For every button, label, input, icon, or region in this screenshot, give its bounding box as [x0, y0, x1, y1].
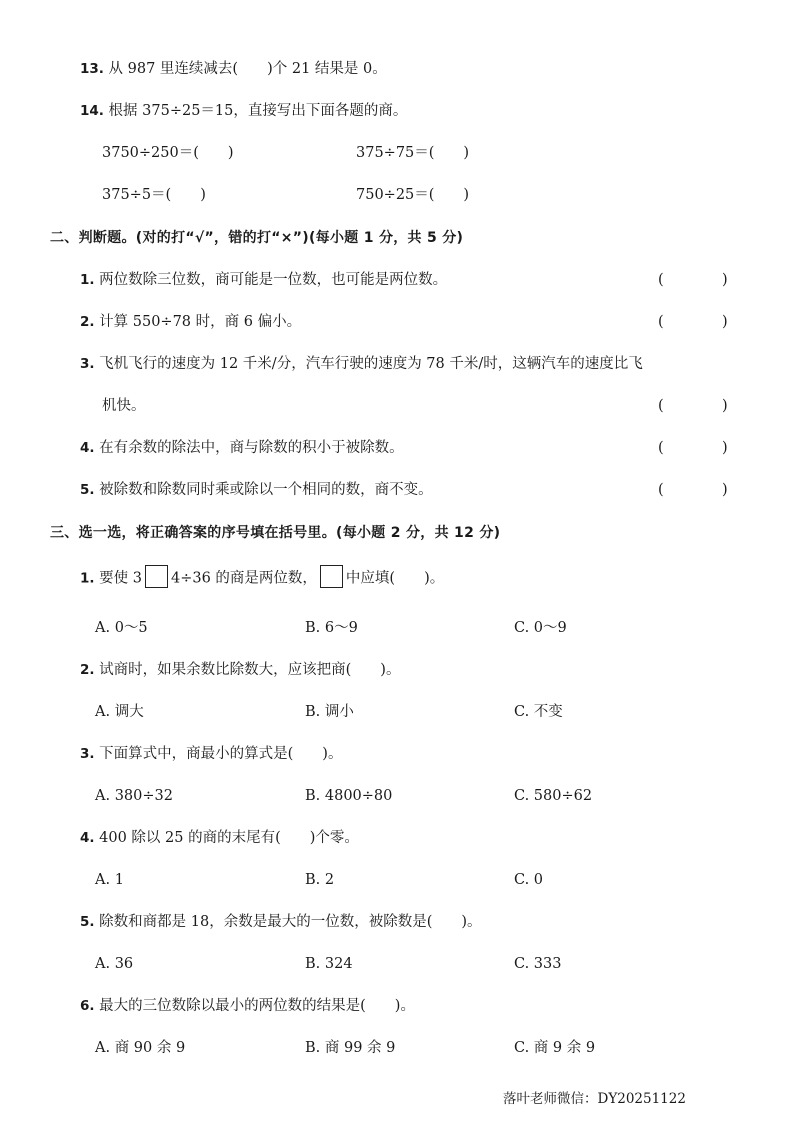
- choice-question: [80, 828, 359, 848]
- question-number: 6.: [80, 998, 95, 1014]
- option-a[interactable]: A. 调大: [95, 704, 144, 720]
- question-text: 400 除以 25 的商的末尾有( )个零。: [99, 830, 359, 846]
- question-number: 1.: [80, 272, 95, 288]
- question-number: 4.: [80, 830, 95, 846]
- paren-close: ): [722, 482, 728, 498]
- question-number: 1.: [80, 570, 95, 587]
- option-b[interactable]: B. 4800÷80: [305, 788, 393, 804]
- footer-contact: 落叶老师微信：DY20251122: [503, 1091, 686, 1107]
- question-number: 4.: [80, 440, 95, 456]
- question-text-continued: 机快。: [102, 398, 146, 414]
- option-c[interactable]: C. 333: [514, 956, 562, 972]
- section-title-judgment: 二、判断题。(对的打“√”，错的打“×”)(每小题 1 分，共 5 分): [50, 230, 464, 246]
- option-c[interactable]: C. 0～9: [514, 620, 567, 636]
- question-text: 计算 550÷78 时，商 6 偏小。: [99, 314, 302, 330]
- question-number: 3.: [80, 356, 95, 372]
- blank-box[interactable]: [320, 565, 343, 588]
- option-a[interactable]: A. 商 90 余 9: [95, 1040, 186, 1056]
- paren-open: (: [658, 398, 664, 414]
- paren-open: (: [658, 440, 664, 456]
- judgment-question: [80, 312, 301, 332]
- paren-open: (: [658, 314, 664, 330]
- question-13: [80, 59, 387, 79]
- option-b[interactable]: B. 商 99 余 9: [305, 1040, 396, 1056]
- question-number: 2.: [80, 662, 95, 678]
- judgment-question: [80, 480, 433, 500]
- question-number: 3.: [80, 746, 95, 762]
- question-text: 从 987 里连续减去( )个 21 结果是 0。: [108, 61, 387, 77]
- paren-close: ): [722, 272, 728, 288]
- calc-item: 375÷5＝( ): [102, 187, 206, 203]
- question-text: 在有余数的除法中，商与除数的积小于被除数。: [99, 440, 404, 456]
- option-b[interactable]: B. 2: [305, 872, 335, 888]
- choice-question: [80, 744, 342, 764]
- choice-question: [80, 996, 415, 1016]
- option-a[interactable]: A. 1: [95, 872, 124, 888]
- option-a[interactable]: A. 380÷32: [95, 788, 173, 804]
- paren-close: ): [722, 398, 728, 414]
- paren-open: (: [658, 482, 664, 498]
- option-a[interactable]: A. 0～5: [95, 620, 148, 636]
- paren-close: ): [722, 314, 728, 330]
- question-text: 试商时，如果余数比除数大，应该把商( )。: [99, 662, 401, 678]
- paren-open: (: [658, 272, 664, 288]
- question-number: 5.: [80, 482, 95, 498]
- question-text: 4÷36 的商是两位数，: [170, 570, 317, 587]
- question-text: 下面算式中，商最小的算式是( )。: [99, 746, 343, 762]
- question-text: 中应填( )。: [345, 570, 445, 587]
- question-text: 两位数除三位数，商可能是一位数，也可能是两位数。: [99, 272, 448, 288]
- question-number: 2.: [80, 314, 95, 330]
- question-text: 被除数和除数同时乘或除以一个相同的数，商不变。: [99, 482, 433, 498]
- question-text: 要使 3: [99, 570, 142, 587]
- option-b[interactable]: B. 6～9: [305, 620, 358, 636]
- judgment-question: [80, 270, 447, 290]
- option-a[interactable]: A. 36: [95, 956, 134, 972]
- question-number: 14.: [80, 103, 104, 119]
- calc-item: 750÷25＝( ): [356, 187, 470, 203]
- question-number: 5.: [80, 914, 95, 930]
- calc-item: 375÷75＝( ): [356, 145, 470, 161]
- judgment-question: [80, 354, 643, 374]
- choice-question: [80, 660, 400, 680]
- blank-box[interactable]: [145, 565, 168, 588]
- choice-question: [80, 567, 444, 590]
- question-number: 13.: [80, 61, 104, 77]
- option-b[interactable]: B. 调小: [305, 704, 354, 720]
- question-14: [80, 101, 407, 121]
- option-c[interactable]: C. 不变: [514, 704, 563, 720]
- option-b[interactable]: B. 324: [305, 956, 353, 972]
- calc-item: 3750÷250＝( ): [102, 145, 234, 161]
- paren-close: ): [722, 440, 728, 456]
- question-text: 飞机飞行的速度为 12 千米/分，汽车行驶的速度为 78 千米/时，这辆汽车的速度比飞: [99, 356, 643, 372]
- question-text: 最大的三位数除以最小的两位数的结果是( )。: [99, 998, 415, 1014]
- option-c[interactable]: C. 0: [514, 872, 544, 888]
- judgment-question: [80, 438, 404, 458]
- choice-question: [80, 912, 482, 932]
- option-c[interactable]: C. 580÷62: [514, 788, 593, 804]
- section-title-choice: 三、选一选，将正确答案的序号填在括号里。(每小题 2 分，共 12 分): [50, 525, 501, 541]
- option-c[interactable]: C. 商 9 余 9: [514, 1040, 596, 1056]
- question-text: 除数和商都是 18，余数是最大的一位数，被除数是( )。: [99, 914, 482, 930]
- question-text: 根据 375÷25＝15，直接写出下面各题的商。: [108, 103, 408, 119]
